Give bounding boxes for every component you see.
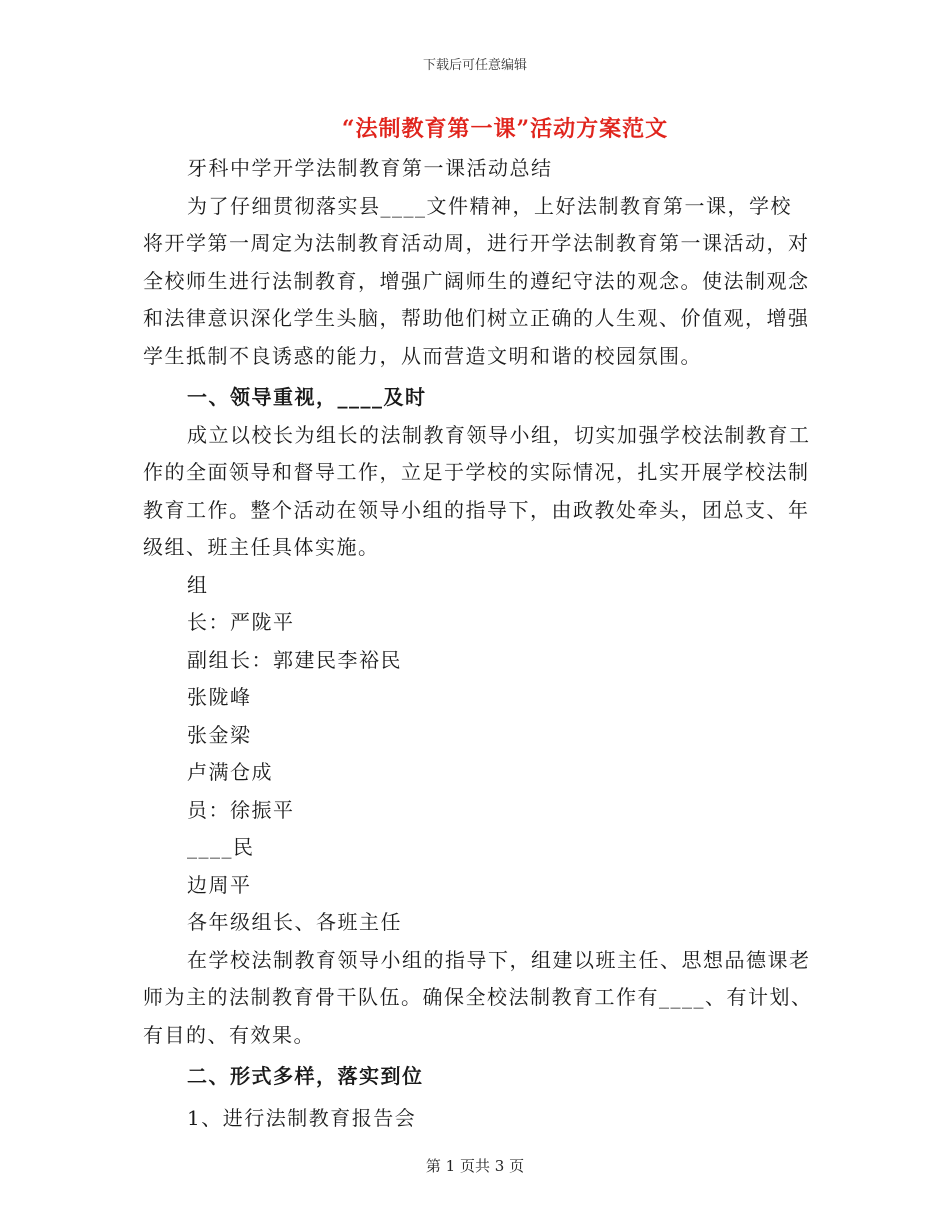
leadership-paragraph: 成立以校长为组长的法制教育领导小组，切实加强学校法制教育工作的全面领导和督导工作，立足于学校的实际情况，扎实开展学校法制教育工作。整个活动在领导小组的指导下，由政教处牵头，团总支、年级组、班主任具体实施。 [143,422,811,559]
list-item: 张金梁 [187,722,252,747]
subtitle-paragraph: 牙科中学开学法制教育第一课活动总结 [187,156,553,180]
list-item: 各年级组长、各班主任 [187,910,402,934]
header-note: 下载后可任意编辑 [422,58,527,73]
list-item: 员：徐振平 [187,797,295,822]
list-item: 长：严陇平 [187,610,295,634]
team-paragraph: 在学校法制教育领导小组的指导下，组建以班主任、思想品德课老师为主的法制教育骨干队伍。确保全校法制教育工作有____、有计划、有目的、有效果。 [143,947,813,1047]
section-heading-2: 二、形式多样，落实到位 [187,1064,424,1088]
section-heading-1: 一、领导重视，____及时 [187,385,427,409]
list-item: 组 [187,572,209,597]
list-item: 卢满仓成 [187,760,273,784]
document-title: “法制教育第一课”活动方案范文 [341,116,669,142]
list-item: ____民 [187,835,255,859]
list-item: 张陇峰 [187,685,252,709]
intro-paragraph: 为了仔细贯彻落实县____文件精神，上好法制教育第一课，学校将开学第一周定为法制教育活动周，进行开学法制教育第一课活动，对全校师生进行法制教育，增强广阔师生的遵纪守法的观念。使法制观念和法律意识深化学生头脑，帮助他们树立正确的人生观、价值观，增强学生抵制不良诱惑的能力，从而营造文明和谐的校园氛围。 [143,193,810,368]
numbered-item-1: 1、进行法制教育报告会 [187,1105,417,1130]
list-item: 副组长：郭建民李裕民 [187,647,402,672]
list-item: 边周平 [187,872,252,897]
page-footer: 第 1 页共 3 页 [425,1157,525,1175]
document-body [143,150,813,1137]
